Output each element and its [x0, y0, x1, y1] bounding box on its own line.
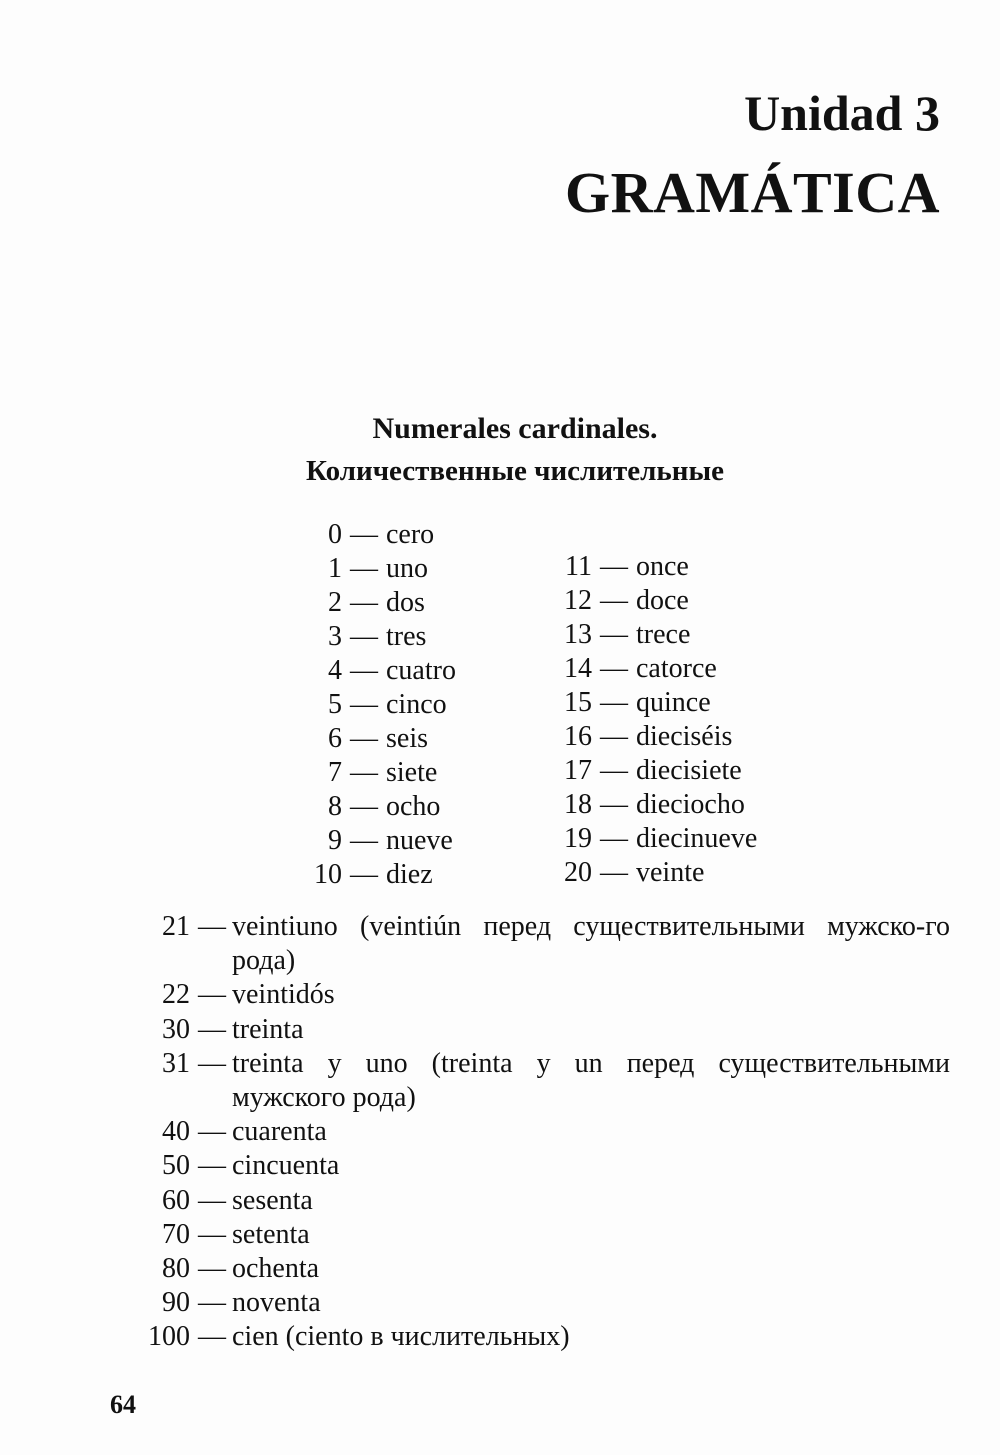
numeral-word: once — [636, 551, 689, 582]
numeral-row — [292, 824, 456, 858]
dash-separator: — — [198, 911, 226, 942]
numeral-word: cuarenta — [232, 1116, 327, 1148]
dash-separator: — — [600, 721, 628, 752]
numeral-digit: 13 — [564, 619, 592, 650]
numeral-row — [540, 584, 757, 618]
numerals-column-11-20 — [540, 550, 757, 890]
numeral-word: ochenta — [232, 1253, 320, 1285]
section-title: GRAMÁTICA — [564, 160, 940, 225]
dash-separator: — — [600, 687, 628, 718]
numeral-word: sesenta — [232, 1184, 313, 1216]
numeral-digit: 21 — [162, 911, 190, 942]
numeral-digit: 31 — [162, 1047, 190, 1079]
dash-separator: — — [600, 823, 628, 854]
dash-separator: — — [600, 551, 628, 582]
numeral-word: seis — [386, 723, 428, 754]
numeral-row — [540, 822, 757, 856]
numeral-digit: 70 — [162, 1218, 190, 1250]
dash-separator: — — [198, 1287, 226, 1319]
dash-separator: — — [350, 825, 378, 856]
numeral-row — [292, 518, 456, 552]
numeral-row — [292, 552, 456, 586]
numeral-word: diecisiete — [636, 755, 742, 786]
numeral-word: noventa — [232, 1287, 321, 1319]
dash-separator: — — [350, 655, 378, 686]
numeral-row — [292, 756, 456, 790]
numeral-word: uno — [386, 553, 428, 584]
numeral-digit: 60 — [162, 1184, 190, 1216]
numeral-word: catorce — [636, 653, 717, 684]
topic-heading-russian: Количественные числительные — [306, 455, 724, 487]
unit-title: Unidad 3 — [744, 85, 940, 141]
numeral-row — [292, 722, 456, 756]
numeral-digit: 4 — [328, 655, 342, 686]
numeral-digit: 9 — [328, 825, 342, 856]
numeral-digit: 18 — [564, 789, 592, 820]
numeral-digit: 5 — [328, 689, 342, 720]
numeral-word: siete — [386, 757, 438, 788]
numeral-digit: 0 — [328, 519, 342, 550]
dash-separator: — — [600, 585, 628, 616]
numeral-row — [292, 688, 456, 722]
dash-separator: — — [198, 1150, 226, 1182]
topic-heading-spanish: Numerales cardinales. — [372, 412, 658, 445]
numeral-row — [540, 652, 757, 686]
numeral-digit: 22 — [162, 979, 190, 1011]
numeral-word: trece — [636, 619, 691, 650]
dash-separator: — — [198, 1253, 226, 1285]
numeral-word: dieciséis — [636, 721, 733, 752]
numeral-word: cuatro — [386, 655, 456, 686]
dash-separator: — — [600, 789, 628, 820]
numeral-digit: 17 — [564, 755, 592, 786]
numeral-row — [138, 1252, 950, 1286]
numeral-digit: 15 — [564, 687, 592, 718]
dash-separator: — — [198, 979, 226, 1011]
numeral-row — [138, 1218, 950, 1252]
dash-separator: — — [600, 653, 628, 684]
numeral-row — [138, 910, 950, 978]
numerals-list-21-100 — [138, 910, 950, 1355]
numeral-word: cero — [386, 519, 435, 550]
dash-separator: — — [350, 553, 378, 584]
dash-separator: — — [600, 857, 628, 888]
numeral-word: setenta — [232, 1218, 310, 1250]
page-number: 64 — [110, 1390, 136, 1419]
numeral-row — [540, 754, 757, 788]
numeral-word: ocho — [386, 791, 441, 822]
dash-separator: — — [198, 1321, 226, 1353]
dash-separator: — — [198, 1047, 226, 1079]
numeral-row — [292, 586, 456, 620]
numeral-word: tres — [386, 621, 427, 652]
numeral-digit: 6 — [328, 723, 342, 754]
numeral-word: quince — [636, 687, 711, 718]
numeral-word: cinco — [386, 689, 447, 720]
dash-separator: — — [350, 519, 378, 550]
numeral-word: cincuenta — [232, 1150, 340, 1182]
numeral-row — [540, 856, 757, 890]
dash-separator: — — [350, 723, 378, 754]
numeral-row — [540, 720, 757, 754]
numeral-digit: 100 — [148, 1321, 190, 1353]
numeral-row — [138, 1320, 950, 1354]
numeral-row — [138, 1115, 950, 1149]
dash-separator: — — [600, 619, 628, 650]
numeral-digit: 10 — [314, 859, 342, 890]
numeral-digit: 8 — [328, 791, 342, 822]
numeral-row — [540, 788, 757, 822]
numeral-word: veintidós — [232, 979, 335, 1011]
numeral-row — [540, 550, 757, 584]
numeral-word: diecinueve — [636, 823, 758, 854]
dash-separator: — — [350, 791, 378, 822]
numeral-word: diez — [386, 859, 433, 890]
numeral-digit: 1 — [328, 553, 342, 584]
numeral-digit: 80 — [162, 1253, 190, 1285]
numeral-word: veintiuno (veintiún перед существительными мужско-го рода) — [232, 911, 950, 977]
dash-separator: — — [198, 1184, 226, 1216]
numeral-word: doce — [636, 585, 689, 616]
numerals-column-0-10 — [292, 518, 456, 892]
dash-separator: — — [350, 757, 378, 788]
dash-separator: — — [350, 621, 378, 652]
dash-separator: — — [600, 755, 628, 786]
numeral-word: dos — [386, 587, 425, 618]
numeral-digit: 20 — [564, 857, 592, 888]
numeral-word: cien (ciento в числительных) — [232, 1321, 570, 1353]
numeral-digit: 2 — [328, 587, 342, 618]
numeral-row — [138, 1286, 950, 1320]
numeral-digit: 50 — [162, 1150, 190, 1182]
numeral-digit: 11 — [565, 551, 592, 582]
numeral-row — [292, 620, 456, 654]
numeral-digit: 30 — [162, 1013, 190, 1045]
numeral-digit: 90 — [162, 1287, 190, 1319]
numeral-word: veinte — [636, 857, 705, 888]
dash-separator: — — [350, 859, 378, 890]
numeral-row — [138, 1013, 950, 1047]
numeral-digit: 16 — [564, 721, 592, 752]
numeral-row — [292, 858, 456, 892]
numeral-row — [540, 686, 757, 720]
numeral-row — [292, 654, 456, 688]
numeral-word: dieciocho — [636, 789, 745, 820]
numeral-digit: 12 — [564, 585, 592, 616]
numeral-row — [540, 618, 757, 652]
numeral-digit: 3 — [328, 621, 342, 652]
numeral-word: treinta — [232, 1013, 304, 1045]
numeral-word: nueve — [386, 825, 453, 856]
numeral-digit: 7 — [328, 757, 342, 788]
dash-separator: — — [198, 1116, 226, 1148]
numeral-digit: 40 — [162, 1116, 190, 1148]
numeral-row — [138, 1047, 950, 1115]
numeral-row — [292, 790, 456, 824]
dash-separator: — — [350, 587, 378, 618]
numeral-row — [138, 1184, 950, 1218]
numeral-row — [138, 1149, 950, 1183]
dash-separator: — — [350, 689, 378, 720]
numeral-digit: 14 — [564, 653, 592, 684]
numeral-row — [138, 978, 950, 1012]
numeral-digit: 19 — [564, 823, 592, 854]
dash-separator: — — [198, 1013, 226, 1045]
dash-separator: — — [198, 1218, 226, 1250]
numeral-word: treinta y uno (treinta y un перед существительными мужского рода) — [232, 1047, 950, 1114]
